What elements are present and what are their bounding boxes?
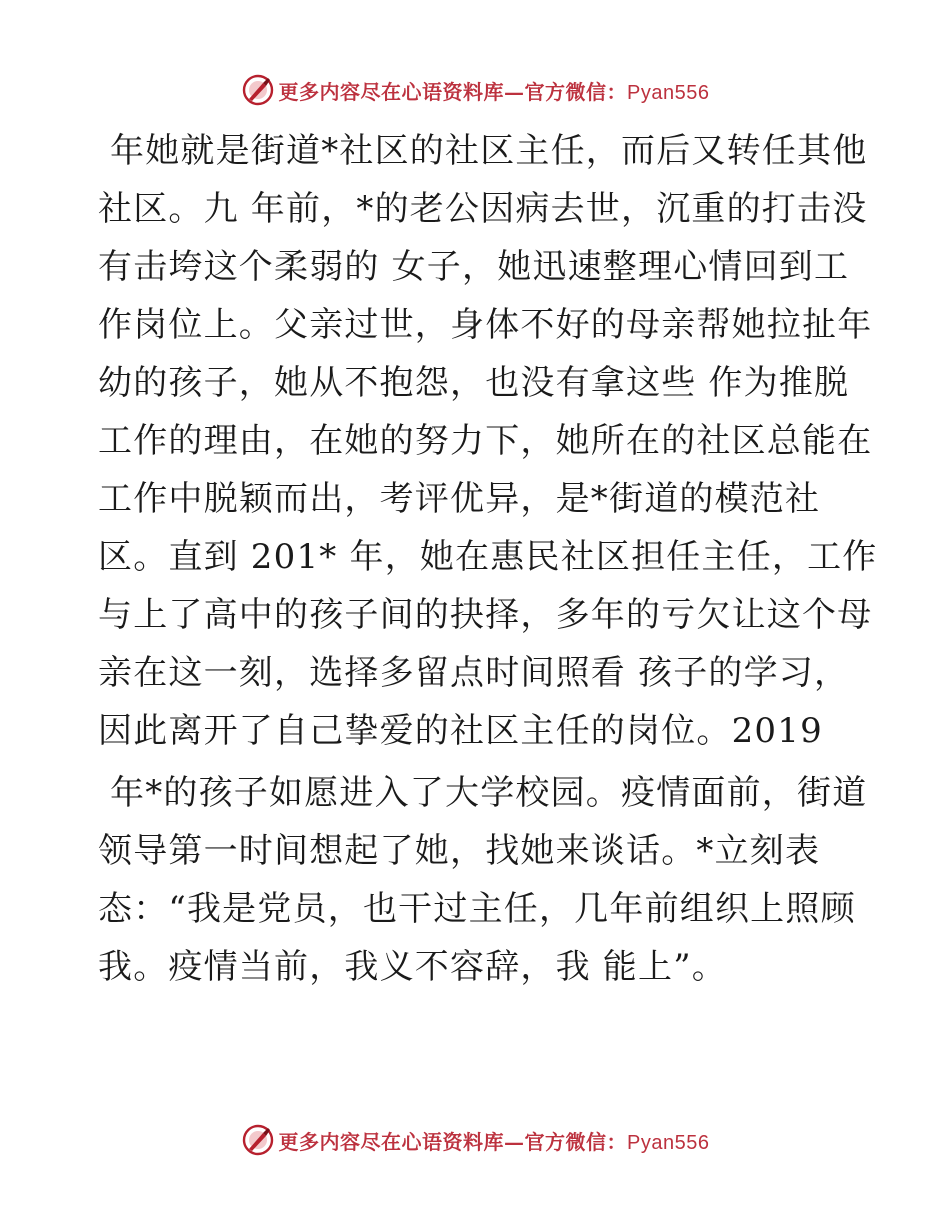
text-line: 有击垮这个柔弱的 女子，她迅速整理心情回到工 (98, 247, 850, 287)
footer-watermark (0, 1120, 950, 1160)
watermark-dash: — (504, 1129, 525, 1154)
text-line: 与上了高中的孩子间的抉择，多年的亏欠让这个母 (98, 595, 873, 635)
watermark-dash: — (504, 79, 525, 104)
watermark-official: 官方微信： (524, 1129, 628, 1154)
watermark-handle: Pyan556 (627, 1131, 710, 1154)
text-line: 幼的孩子，她从不抱怨，也没有拿这些 作为推脱 (98, 363, 850, 403)
watermark-brand: 更多内容尽在心语资料库 (278, 1129, 505, 1154)
text-line: 因此离开了自己挚爱的社区主任的岗位。2019 (98, 711, 823, 751)
header-watermark (0, 70, 950, 110)
text-line: 年她就是街道*社区的社区主任，而后又转任其他 (98, 131, 868, 171)
watermark-brand: 更多内容尽在心语资料库 (278, 79, 505, 104)
quill-pen-circle-icon (241, 1123, 275, 1157)
text-line: 领导第一时间想起了她，找她来谈话。*立刻表 (98, 831, 821, 871)
watermark-text (279, 1126, 710, 1155)
text-line: 工作中脱颖而出，考评优异，是*街道的模范社 (98, 479, 821, 519)
watermark-official: 官方微信： (524, 79, 628, 104)
document-body (98, 122, 878, 996)
text-line: 态：“我是党员，也干过主任，几年前组织上照顾 (98, 889, 856, 929)
text-line: 社区。九 年前，*的老公因病去世，沉重的打击没 (98, 189, 868, 229)
text-line: 作岗位上。父亲过世，身体不好的母亲帮她拉扯年 (98, 305, 873, 345)
watermark-text (279, 76, 710, 105)
text-line: 我。疫情当前，我义不容辞，我 能上”。 (98, 947, 727, 987)
text-line: 工作的理由，在她的努力下，她所在的社区总能在 (98, 421, 873, 461)
text-line: 年*的孩子如愿进入了大学校园。疫情面前，街道 (98, 773, 868, 813)
text-line: 亲在这一刻，选择多留点时间照看 孩子的学习， (98, 653, 850, 693)
watermark-handle: Pyan556 (627, 81, 710, 104)
quill-pen-circle-icon (241, 73, 275, 107)
text-line: 区。直到 201* 年，她在惠民社区担任主任，工作 (98, 537, 878, 577)
